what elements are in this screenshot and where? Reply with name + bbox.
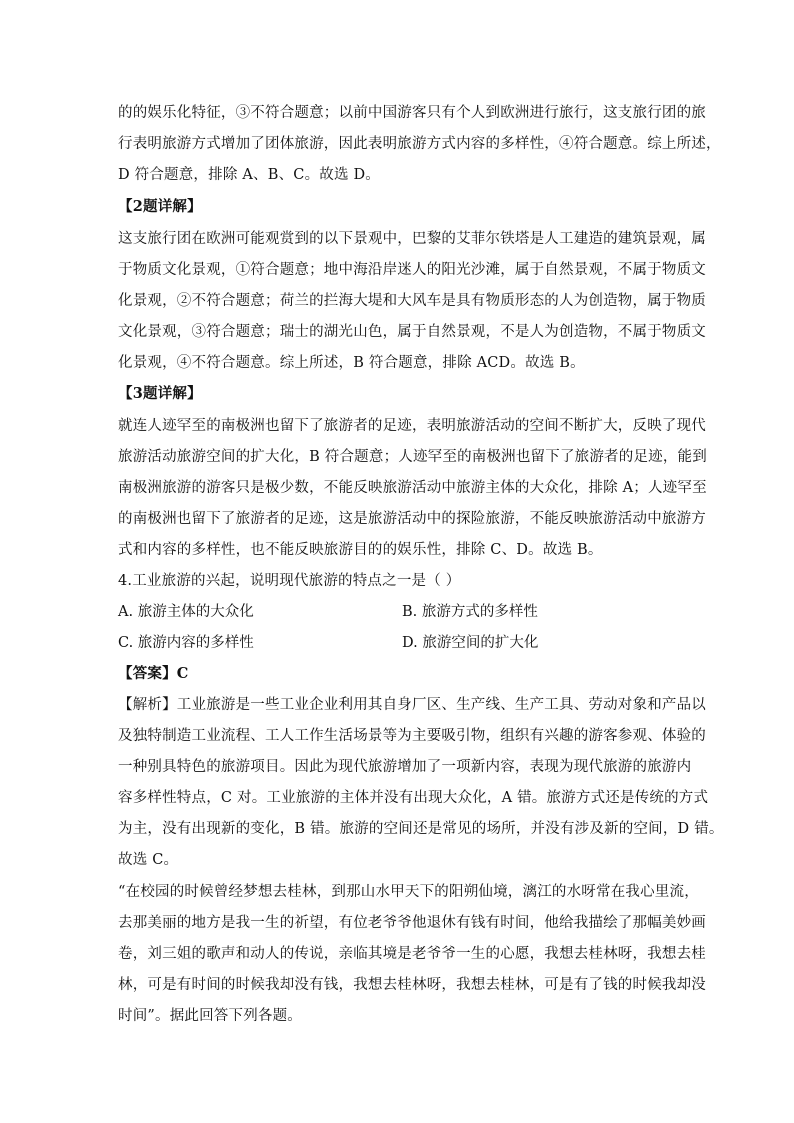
answer-label: 【答案】C [118, 665, 189, 682]
passage-line: “在校园的时候曾经梦想去桂林，到那山水甲天下的阳朔仙境，漓江的水呀常在我心里流， [118, 884, 699, 900]
section-heading: 【2题详解】 [118, 198, 202, 215]
analysis-line: 容多样性特点，C 对。工业旅游的主体并没有出现大众化，A 错。旅游方式还是传统的方式 [118, 790, 709, 806]
text-line: 文化景观，③符合题意；瑞士的湖光山色，属于自然景观，不是人为创造物，不属于物质文 [118, 324, 706, 340]
text-line: 式和内容的多样性，也不能反映旅游目的的娱乐性，排除 C、D。故选 B。 [118, 542, 603, 558]
analysis-line: 故选 C。 [118, 852, 179, 868]
analysis-line: 及独特制造工业流程、工人工作生活场景等为主要吸引物，组织有兴趣的游客参观、体验的 [118, 728, 706, 744]
text-line: 化景观，②不符合题意；荷兰的拦海大堤和大风车是具有物质形态的人为创造物，属于物质 [118, 293, 706, 309]
text-line: 南极洲旅游的游客只是极少数，不能反映旅游活动中旅游主体的大众化，排除 A；人迹罕至 [118, 480, 707, 496]
option-a: A. 旅游主体的大众化 [118, 604, 254, 620]
option-b: B. 旅游方式的多样性 [402, 604, 538, 620]
text-line: 这支旅行团在欧洲可能观赏到的以下景观中，巴黎的艾菲尔铁塔是人工建造的建筑景观，属 [118, 231, 706, 247]
text-line: 的的娱乐化特征，③不符合题意；以前中国游客只有个人到欧洲进行旅行，这支旅行团的旅 [118, 105, 706, 121]
question-stem: 4.工业旅游的兴起，说明现代旅游的特点之一是（ ） [118, 573, 461, 589]
text-line: 化景观，④不符合题意。综上所述，B 符合题意，排除 ACD。故选 B。 [118, 355, 585, 371]
passage-line: 时间”。据此回答下列各题。 [118, 1008, 303, 1024]
analysis-line: 为主，没有出现新的变化，B 错。旅游的空间还是常见的场所，并没有涉及新的空间，D 错。 [118, 821, 724, 837]
passage-line: 去那美丽的地方是我一生的祈望，有位老爷爷他退休有钱有时间，他给我描绘了那幅美妙画 [118, 915, 706, 931]
passage-line: 卷，刘三姐的歌声和动人的传说，亲临其境是老爷爷一生的心愿，我想去桂林呀，我想去桂 [118, 946, 706, 962]
passage-line: 林，可是有时间的时候我却没有钱，我想去桂林呀，我想去桂林，可是有了钱的时候我却没 [118, 977, 706, 993]
text-line: 旅游活动旅游空间的扩大化，B 符合题意；人迹罕至的南极洲也留下了旅游者的足迹，能到 [118, 449, 707, 465]
analysis-line: 【解析】工业旅游是一些工业企业利用其自身厂区、生产线、生产工具、劳动对象和产品以 [118, 697, 706, 713]
option-c: C. 旅游内容的多样性 [118, 635, 254, 651]
section-heading: 【3题详解】 [118, 385, 202, 402]
text-line: 就连人迹罕至的南极洲也留下了旅游者的足迹，表明旅游活动的空间不断扩大，反映了现代 [118, 418, 706, 434]
analysis-line: 一种别具特色的旅游项目。因此为现代旅游增加了一项新内容，表现为现代旅游的旅游内 [118, 759, 692, 775]
text-line: 的南极洲也留下了旅游者的足迹，这是旅游活动中的探险旅游，不能反映旅游活动中旅游方 [118, 511, 706, 527]
text-line: D 符合题意，排除 A、B、C。故选 D。 [118, 167, 380, 183]
text-line: 行表明旅游方式增加了团体旅游，因此表明旅游方式内容的多样性，④符合题意。综上所述， [118, 136, 721, 152]
text-line: 于物质文化景观，①符合题意；地中海沿岸迷人的阳光沙滩，属于自然景观，不属于物质文 [118, 262, 706, 278]
option-d: D. 旅游空间的扩大化 [402, 635, 539, 651]
